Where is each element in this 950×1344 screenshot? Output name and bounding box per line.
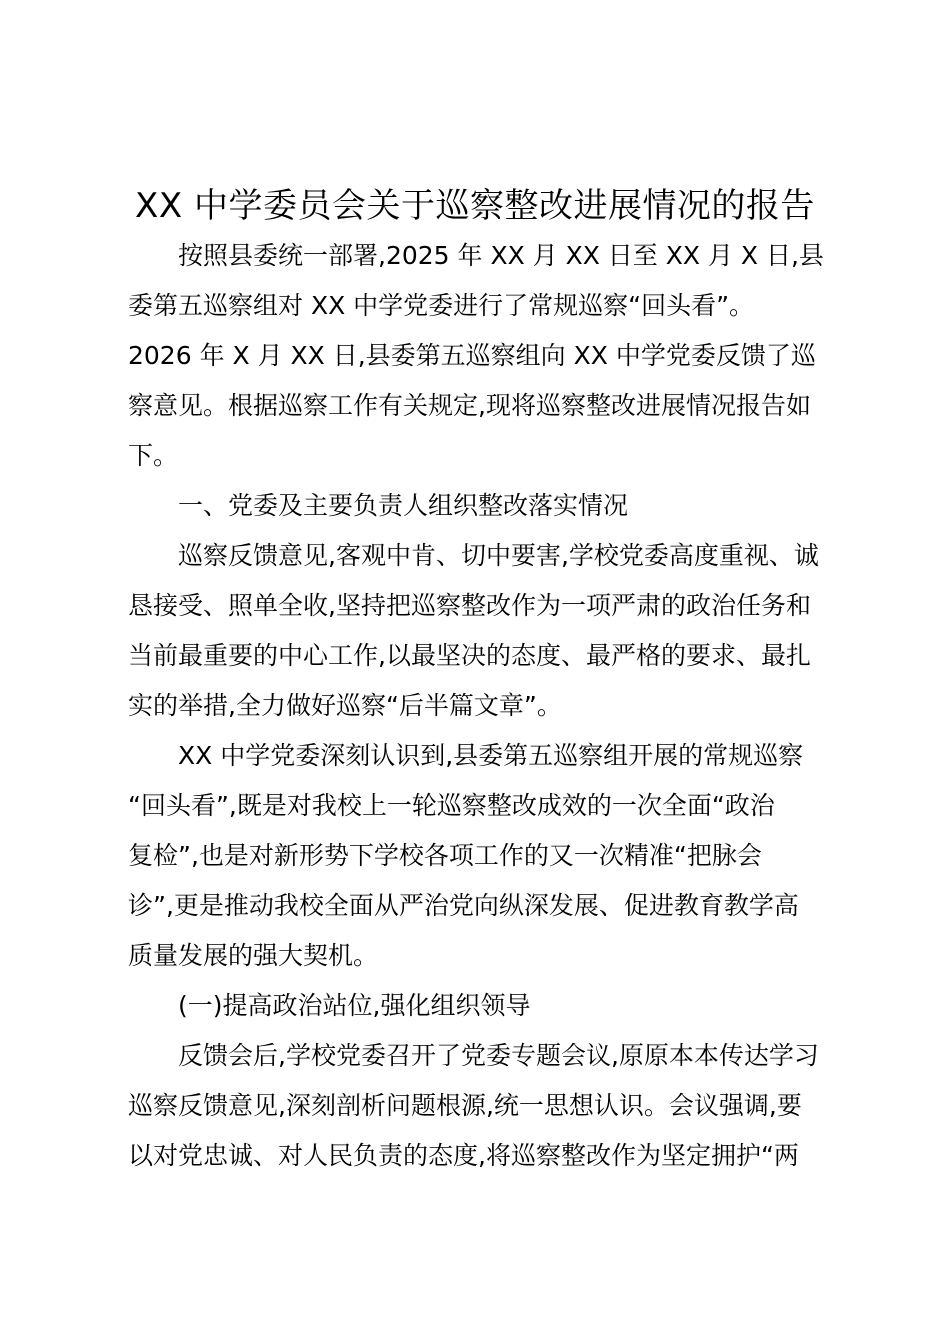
- body-line-5: 下。: [128, 441, 179, 470]
- body-line-10: XX 中学党委深刻认识到,县委第五巡察组开展的常规巡察: [178, 741, 804, 770]
- document-title: XX 中学委员会关于巡察整改进展情况的报告: [135, 186, 815, 226]
- body-line-2: 委第五巡察组对 XX 中学党委进行了常规巡察“回头看”。: [128, 291, 755, 320]
- body-line-3: 2026 年 X 月 XX 日,县委第五巡察组向 XX 中学党委反馈了巡: [128, 341, 816, 370]
- body-line-17: 以对党忠诚、对人民负责的态度,将巡察整改作为坚定拥护“两: [128, 1141, 799, 1170]
- body-line-14: 质量发展的强大契机。: [128, 941, 379, 970]
- section-heading-1: 一、党委及主要负责人组织整改落实情况: [178, 491, 629, 520]
- body-line-13: 诊”,更是推动我校全面从严治党向纵深发展、促进教育教学高: [128, 891, 799, 920]
- subsection-heading-1: (一)提高政治站位,强化组织领导: [178, 991, 531, 1020]
- body-line-4: 察意见。根据巡察工作有关规定,现将巡察整改进展情况报告如: [128, 391, 811, 420]
- body-line-15: 反馈会后,学校党委召开了党委专题会议,原原本本传达学习: [178, 1041, 819, 1070]
- body-line-12: 复检”,也是对新形势下学校各项工作的又一次精准“把脉会: [128, 841, 762, 870]
- body-line-8: 当前最重要的中心工作,以最坚决的态度、最严格的要求、最扎: [128, 641, 811, 670]
- body-line-9: 实的举措,全力做好巡察“后半篇文章”。: [128, 691, 562, 720]
- body-line-1: 按照县委统一部署,2025 年 XX 月 XX 日至 XX 月 X 日,县: [178, 241, 824, 270]
- body-line-7: 恳接受、照单全收,坚持把巡察整改作为一项严肃的政治任务和: [128, 591, 811, 620]
- body-line-6: 巡察反馈意见,客观中肯、切中要害,学校党委高度重视、诚: [178, 541, 819, 570]
- body-line-11: “回头看”,既是对我校上一轮巡察整改成效的一次全面“政治: [128, 791, 775, 820]
- body-line-16: 巡察反馈意见,深刻剖析问题根源,统一思想认识。会议强调,要: [128, 1091, 802, 1120]
